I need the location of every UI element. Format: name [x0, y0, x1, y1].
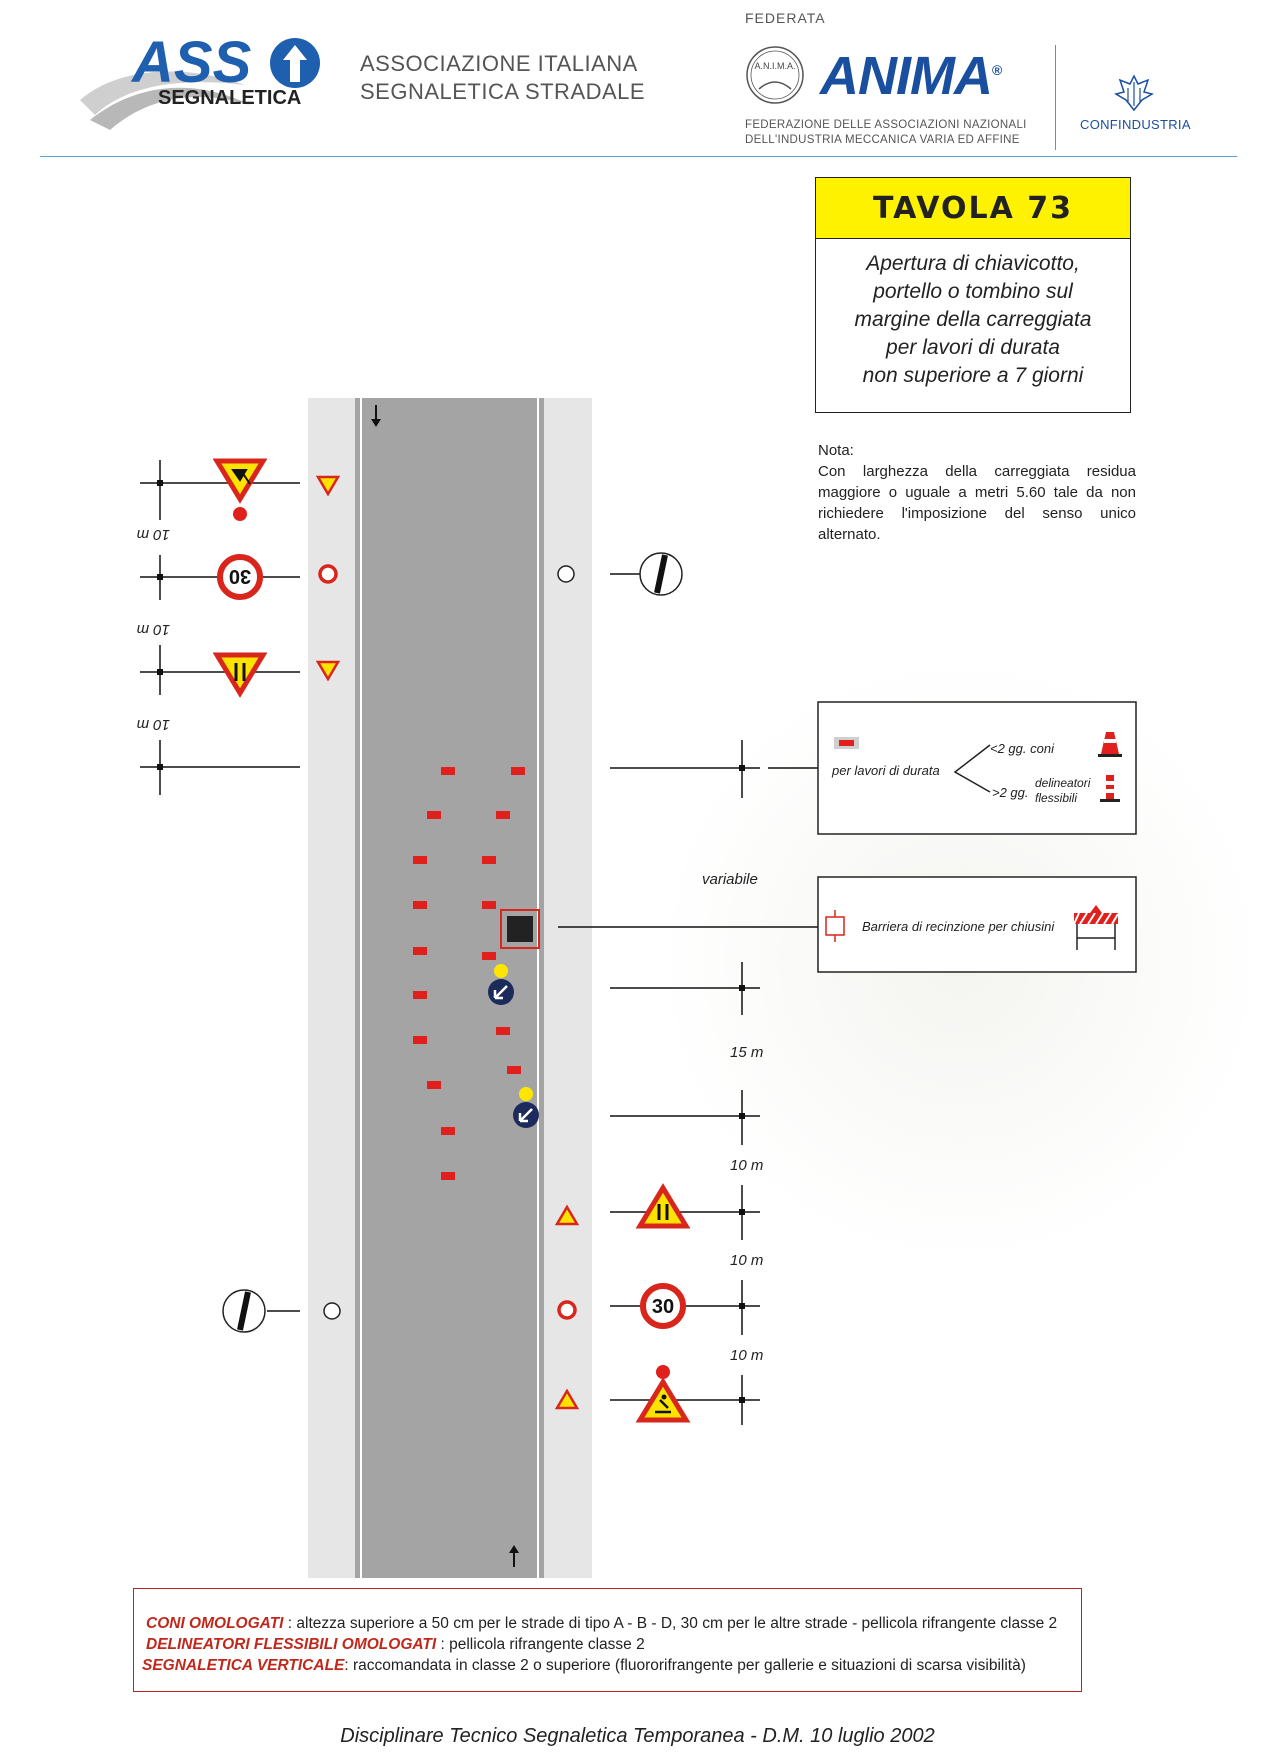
- asso-logo-text: ASS: [132, 30, 252, 95]
- footer-text: : pellicola rifrangente classe 2: [436, 1636, 645, 1653]
- federata-label: FEDERATA: [745, 10, 826, 26]
- anima-logo-text: ANIMA: [820, 46, 992, 106]
- cone: [441, 1127, 455, 1135]
- roadworks-sign-icon: [640, 1365, 686, 1420]
- cone: [441, 1172, 455, 1180]
- footer-key: SEGNALETICA VERTICALE: [142, 1657, 345, 1674]
- cone: [427, 1081, 441, 1089]
- cone: [507, 1066, 521, 1074]
- title-description-line: per lavori di durata: [886, 336, 1060, 359]
- cone: [427, 811, 441, 819]
- distance-label: 15 m: [730, 1044, 764, 1061]
- end-of-restriction-sign-icon: [223, 1290, 265, 1332]
- cone: [413, 1036, 427, 1044]
- cone: [482, 901, 496, 909]
- cone: [413, 991, 427, 999]
- note-text: Con larghezza della carreggiata residua maggiore o uguale a metri 5.60 tale da non richiedere l'imposizione del senso unico alternato.: [818, 463, 1136, 543]
- road-carriageway: [355, 398, 544, 1578]
- duration-label: per lavori di durata: [832, 763, 940, 778]
- cone: [496, 1027, 510, 1035]
- cone: [482, 952, 496, 960]
- cone: [496, 811, 510, 819]
- footer-text: : altezza superiore a 50 cm per le strade di tipo A - B - D, 30 cm per le altre strade - pellicola rifrangente classe 2: [283, 1615, 1058, 1632]
- anima-description-line1: FEDERAZIONE DELLE ASSOCIAZIONI NAZIONALI: [745, 119, 1027, 131]
- duration-option-delineators-line1: delineatori: [1035, 776, 1091, 790]
- end-of-restriction-sign-icon: [640, 553, 682, 595]
- duration-option-cones: <2 gg. coni: [990, 741, 1054, 756]
- footer-text: : raccomandata in classe 2 o superiore (fluororifrangente per gallerie e situazioni di scarsa visibilità): [344, 1657, 1026, 1674]
- roadworks-sign-icon: [217, 461, 263, 521]
- end-restriction-marker-icon: [324, 1303, 340, 1319]
- cone-legend-marker: [839, 740, 854, 746]
- cone: [413, 901, 427, 909]
- cone: [441, 767, 455, 775]
- confindustria-label: CONFINDUSTRIA: [1080, 117, 1191, 132]
- speed-limit-text: 30: [228, 565, 252, 587]
- duration-option-prefix: >2 gg.: [992, 785, 1029, 800]
- anima-seal-text: A.N.I.M.A.: [754, 61, 796, 71]
- distance-label: 10 m: [730, 1347, 764, 1364]
- road-narrows-sign-icon: [640, 1188, 686, 1226]
- road-narrows-sign-icon: [217, 655, 263, 693]
- footer-key: DELINEATORI FLESSIBILI OMOLOGATI: [146, 1636, 437, 1653]
- footer-line-signage: [142, 1657, 1026, 1675]
- anima-description-line2: DELL'INDUSTRIA MECCANICA VARIA ED AFFINE: [745, 134, 1020, 146]
- end-restriction-marker-icon: [558, 566, 574, 582]
- footer-key: CONI OMOLOGATI: [146, 1615, 284, 1632]
- table-title: TAVOLA 73: [816, 178, 1130, 239]
- speed-limit-marker-icon: [320, 566, 336, 582]
- cone: [413, 947, 427, 955]
- distance-label: 10 m: [730, 1252, 764, 1269]
- association-name-line2: SEGNALETICA STRADALE: [360, 79, 646, 104]
- title-description-line: margine della carreggiata: [854, 308, 1092, 331]
- variable-label: variabile: [702, 871, 758, 888]
- title-description-line: non superiore a 7 giorni: [862, 364, 1084, 387]
- distance-label: 10 m: [136, 621, 170, 638]
- duration-option-delineators-line2: flessibili: [1035, 791, 1078, 805]
- distance-label: 10 m: [136, 526, 170, 543]
- cone: [482, 856, 496, 864]
- speed-limit-marker-icon: [559, 1302, 575, 1318]
- footer-notes: [133, 1588, 1082, 1692]
- cone: [413, 856, 427, 864]
- registered-mark: ®: [991, 62, 1002, 78]
- title-description-line: portello o tombino sul: [873, 280, 1073, 303]
- note-heading: Nota:: [818, 442, 854, 459]
- asso-logo-subtext: SEGNALETICA: [158, 87, 302, 109]
- barrier-label: Barriera di recinzione per chiusini: [862, 919, 1055, 934]
- association-name-line1: ASSOCIAZIONE ITALIANA: [360, 51, 638, 76]
- title-description-line: Apertura di chiavicotto,: [866, 252, 1080, 275]
- speed-limit-text: 30: [651, 1296, 675, 1318]
- footer-line-cones: [146, 1615, 1057, 1633]
- footer-credit: Disciplinare Tecnico Segnaletica Temporanea - D.M. 10 luglio 2002: [340, 1725, 935, 1747]
- footer-line-delineators: [146, 1636, 645, 1654]
- speed-limit-sign-icon: [643, 1286, 683, 1326]
- cone: [511, 767, 525, 775]
- distance-label: 10 m: [730, 1157, 764, 1174]
- speed-limit-sign-icon: [220, 557, 260, 597]
- distance-label: 10 m: [136, 716, 170, 733]
